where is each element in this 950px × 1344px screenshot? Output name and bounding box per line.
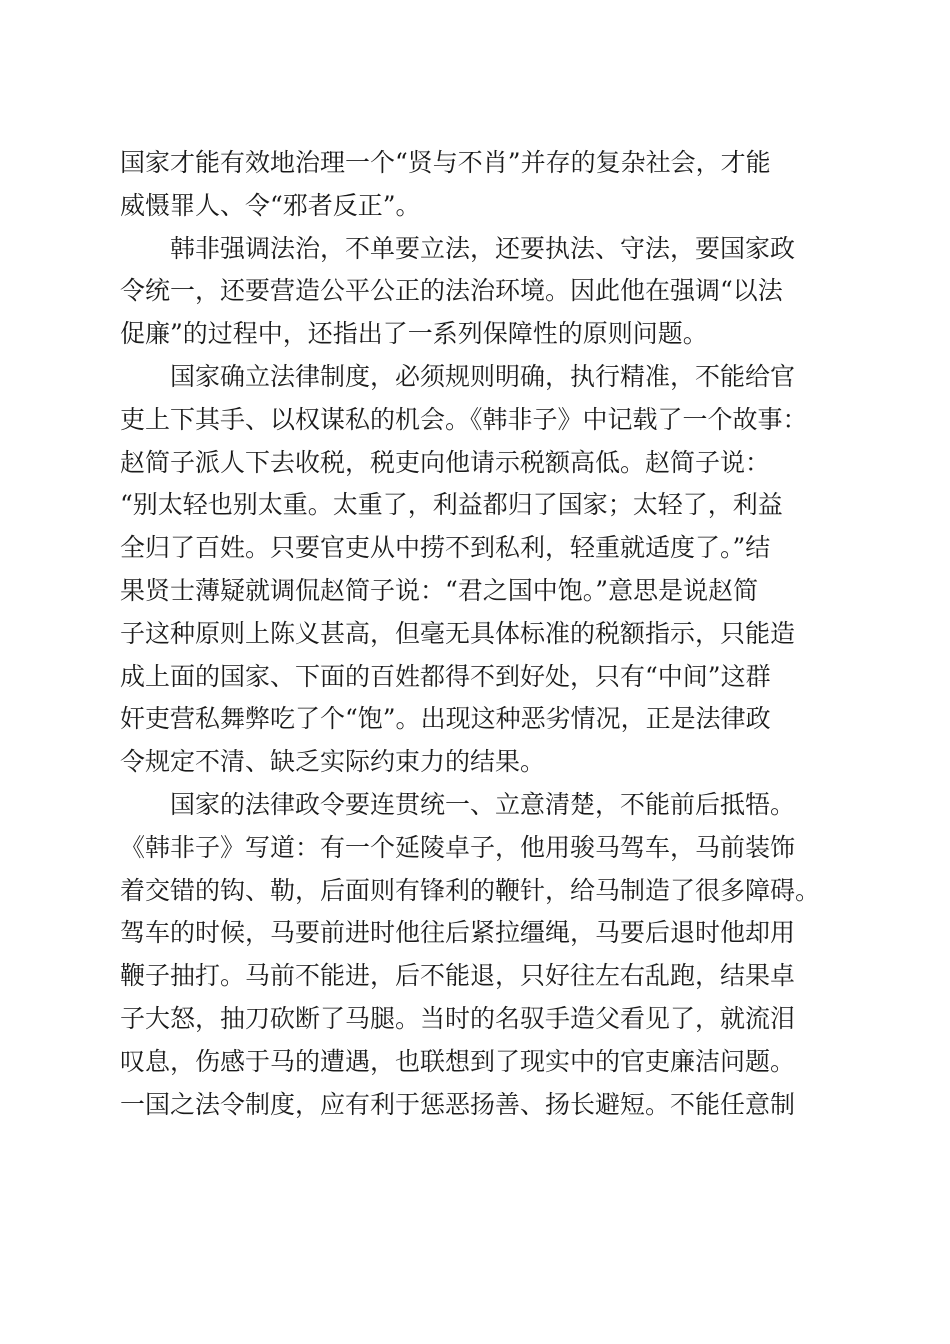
text-line: 国家确立法律制度，必须规则明确，执行精准，不能给官 xyxy=(120,361,796,391)
text-line: 令统一，还要营造公平公正的法治环境。因此他在强调“以法 xyxy=(120,276,783,306)
text-line: 吏上下其手、以权谋私的机会。《韩非子》中记载了一个故事： xyxy=(120,404,808,434)
text-line: 国家的法律政令要连贯统一、立意清楚，不能前后抵牾。 xyxy=(120,789,796,819)
text-line: 驾车的时候，马要前进时他往后紧拉缰绳，马要后退时他却用 xyxy=(120,918,796,948)
text-line: 奸吏营私舞弊吃了个“饱”。出现这种恶劣情况，正是法律政 xyxy=(120,704,771,734)
text-line: 韩非强调法治，不单要立法，还要执法、守法，要国家政 xyxy=(120,233,796,263)
text-line: 国家才能有效地治理一个“贤与不肖”并存的复杂社会，才能 xyxy=(120,148,771,177)
text-line: 鞭子抽打。马前不能进，后不能退，只好往左右乱跑，结果卓 xyxy=(120,961,796,991)
text-line: 威慑罪人、令“邪者反正”。 xyxy=(120,190,421,220)
text-line: 一国之法令制度，应有利于惩恶扬善、扬长避短。不能任意制 xyxy=(120,1089,796,1119)
text-line: 子大怒，抽刀砍断了马腿。当时的名驭手造父看见了，就流泪 xyxy=(120,1003,796,1033)
text-line: 赵简子派人下去收税，税吏向他请示税额高低。赵简子说： xyxy=(120,447,771,477)
text-line: 《韩非子》写道：有一个延陵卓子，他用骏马驾车，马前装饰 xyxy=(120,832,796,862)
text-line: 促廉”的过程中，还指出了一系列保障性的原则问题。 xyxy=(120,319,708,349)
text-line: 子这种原则上陈义甚高，但毫无具体标准的税额指示，只能造 xyxy=(120,618,796,648)
text-line: 果贤士薄疑就调侃赵简子说：“君之国中饱。”意思是说赵简 xyxy=(120,575,759,605)
document-body xyxy=(120,142,840,1126)
text-line: 叹息，伤感于马的遭遇，也联想到了现实中的官吏廉洁问题。 xyxy=(120,1046,796,1076)
text-line: 着交错的钩、勒，后面则有锋利的鞭针，给马制造了很多障碍。 xyxy=(120,875,821,905)
text-line: 成上面的国家、下面的百姓都得不到好处，只有“中间”这群 xyxy=(120,661,771,691)
text-line: 全归了百姓。只要官吏从中捞不到私利，轻重就适度了。”结 xyxy=(120,533,771,563)
text-line: 令规定不清、缺乏实际约束力的结果。 xyxy=(120,747,546,777)
text-line: “别太轻也别太重。太重了，利益都归了国家；太轻了，利益 xyxy=(120,490,783,520)
